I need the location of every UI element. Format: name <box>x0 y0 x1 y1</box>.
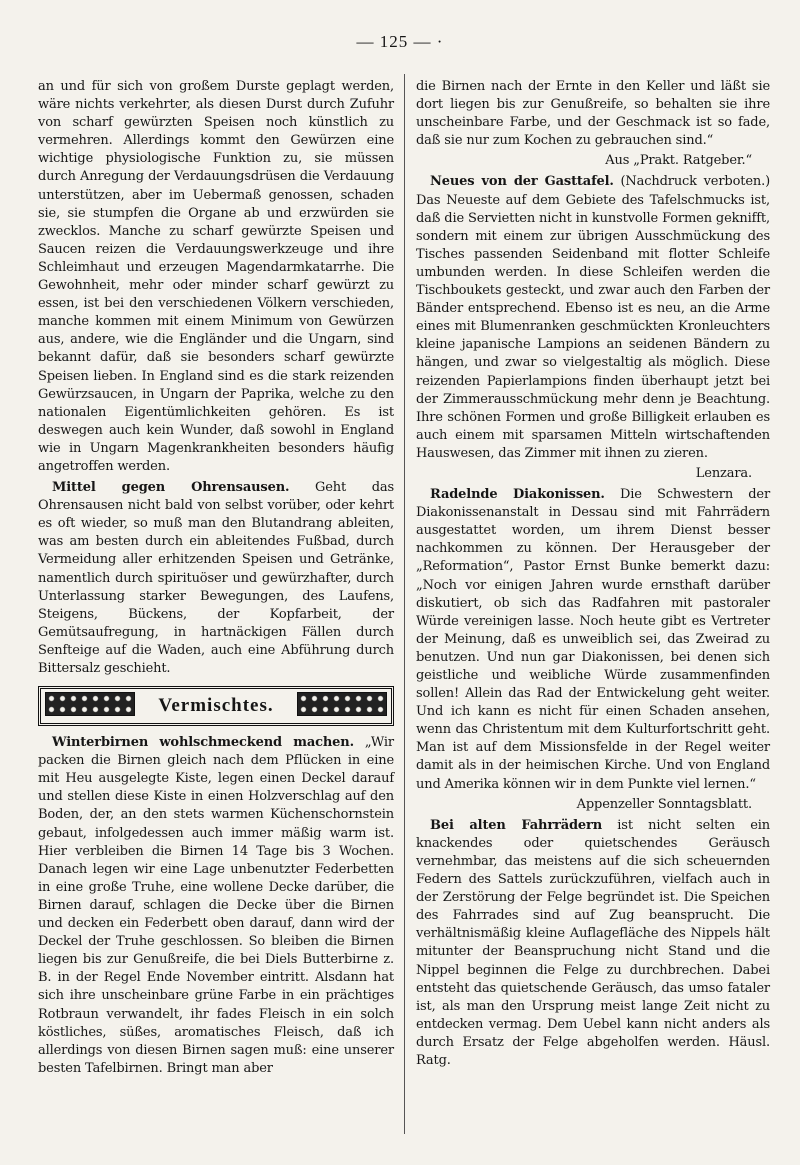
ohrensausen-body: Geht das Ohrensausen nicht bald von selbst vorüber, oder kehrt es oft wieder, so muß man den Blutandrang ableiten, was am besten durch ein ableitendes Fußbad, durch Vermeidung aller erhitzenden Speisen und Getränke, namentlich durch spirituöser und gewürzhafter, durch Unterlassung starker Bewegungen, des Laufens, Steigens, Bückens, der Kopfarbeit, der Gemütsaufregung, in hartnäckigen Fällen durch Senfteige auf die Waden, auch eine Abführung durch Bittersalz geschieht. <box>38 480 394 676</box>
diakonissen-article <box>416 486 770 794</box>
diakonissen-headline: Radelnde Diakonissen. <box>430 487 605 503</box>
fahrraeder-article <box>416 817 770 1070</box>
left-column <box>38 78 394 1081</box>
winterbirnen-source: Aus „Prakt. Ratgeber.“ <box>605 153 752 169</box>
right-column <box>416 78 770 1073</box>
gasttafel-headline: Neues von der Gasttafel. <box>430 174 614 190</box>
winterbirnen-body: „Wir packen die Birnen gleich nach dem Pflücken in eine mit Heu ausgelegte Kiste, legen einen Deckel darauf und stellen diese Kiste in einen Holzverschlag auf den Boden, der, an den stets warmen Küchenschornstein gebaut, infolgedessen auch immer mäßig warm ist. Hier verbleiben die Birnen 14 Tage bis 3 Wochen. Danach legen wir eine Lage unbenutzter Federbetten in eine große Truhe, eine wollene Decke darüber, die Birnen darauf, schlagen die Decke über die Birnen und decken ein Federbett oben darauf, dann wird der Deckel der Truhe geschlossen. So bleiben die Birnen liegen bis zur Genußreife, die bei Diels Butterbirne z. B. in der Regel Ende November eintritt. Alsdann hat sich ihre unscheinbare grüne Farbe in ein prächtiges Rotbraun verwandelt, ihr fades Fleisch in ein solch köstliches, süßes, aromatisches Fleisch, daß ich allerdings von diesen Birnen sagen muß: eine unserer besten Tafelbirnen. Bringt man aber <box>38 735 394 1076</box>
ornament-left-icon <box>45 692 135 716</box>
gasttafel-article <box>416 173 770 463</box>
gewuerze-paragraph: an und für sich von großem Durste geplagt werden, wäre nichts verkehrter, als diesen Durst durch Zufuhr von scharf gewürzten Speisen noch künstlich zu vermehren. Allerdings kommt den Gewürzen eine wichtige physiologische Funktion zu, sie müssen durch Anregung der Verdauungsdrüsen die Verdauung unterstützen, aber im Uebermaß genossen, schaden sie, sie stumpfen die Organe ab und erzwürden sie zwecklos. Manche zu scharf gewürzte Speisen und Saucen reizen die Verdauungswerkzeuge und ihre Schleimhaut und erzeugen Magendarmkatarrhe. Die Gewohnheit, mehr oder minder scharf gewürzt zu essen, ist bei den verschiedenen Völkern verschieden, manche kommen mit einem Minimum von Gewürzen aus, andere, wie die Engländer und die Ungarn, sind bekannt dafür, daß sie besonders scharf gewürzte Speisen lieben. In England sind es die stark reizenden Gewürzsaucen, in Ungarn der Paprika, welche zu den nationalen Eigentümlichkeiten gehören. Es ist deswegen auch kein Wunder, daß sowohl in England wie in Ungarn Magenkrankheiten besonders häufig angetroffen werden. <box>38 79 394 474</box>
winterbirnen-article <box>38 734 394 1078</box>
ohrensausen-headline: Mittel gegen Ohrensausen. <box>52 480 290 496</box>
section-banner-vermischtes <box>38 686 394 726</box>
fahrraeder-headline: Bei alten Fahrrädern <box>430 817 603 833</box>
section-title: Vermischtes. <box>152 697 279 715</box>
winterbirnen-headline: Winterbirnen wohlschmeckend machen. <box>52 735 354 751</box>
diakonissen-source: Appenzeller Sonntagsblatt. <box>576 796 752 812</box>
column-divider <box>404 74 405 1134</box>
diakonissen-body: Die Schwestern der Diakonissenanstalt in Dessau sind mit Fahrrädern ausgestattet worden, um ihrem Dienst besser nachkommen zu können. Der Herausgeber der „Reformation“, Pastor Ernst Bunke bemerkt dazu: „Noch vor einigen Jahren wurde ernsthaft darüber diskutiert, ob sich das Radfahren mit pastoraler Würde vereinigen lasse. Noch heute gibt es Vertreter der Meinung, daß es unweiblich sei, das Zweirad zu benutzen. Und nun gar Diakonissen, bei denen sich geistliche und weibliche Würde zusammenfinden sollen! Allein das Rad der Entwickelung geht weiter. Und ich kann es nicht für einen Schaden ansehen, wenn das Christentum mit dem Kulturfortschritt geht. Man ist auf dem Missionsfelde in der Regel weiter damit als in der heimischen Kirche. Und von England und Amerika können wir in dem Punkte viel lernen.“ <box>416 487 771 792</box>
page-number: — 125 — · <box>356 32 444 51</box>
ornament-right-icon <box>297 692 387 716</box>
fahrraeder-source: Häusl. Ratg. <box>416 1034 770 1068</box>
ohrensausen-article <box>38 479 394 678</box>
gasttafel-source: Lenzara. <box>695 465 752 481</box>
fahrraeder-body: ist nicht selten ein knackendes oder quietschendes Geräusch vernehmbar, das meistens auf die sich scheuernden Federn des Sattels zurückzuführen, vielfach auch in der Zerstörung der Felge begründet ist. Die Speichen des Fahrrades sind auf Zug beansprucht. Die verhältnismäßig kleine Auflagefläche des Nippels hält mitunter der Beanspruchung nicht Stand und die Nippel beginnen die Felge zu durchbrechen. Dabei entsteht das quietschende Geräusch, das umso fataler ist, als man den Ursprung meist lange Zeit nicht zu entdecken vermag. Dem Uebel kann nicht anders als durch Ersatz der Felge abgeholfen werden. <box>416 817 770 1050</box>
winterbirnen-continued: die Birnen nach der Ernte in den Keller und läßt sie dort liegen bis zur Genußreife, so behalten sie ihre unscheinbare Farbe, und der Geschmack ist so fade, daß sie nur zum Kochen zu gebrauchen sind.“ <box>416 79 770 149</box>
gasttafel-body: (Nachdruck verboten.) Das Neueste auf dem Gebiete des Tafelschmucks ist, daß die Servietten nicht in kunstvolle Formen geknifft, sondern mit einem zur übrigen Ausschmückung des Tisches passenden Seidenband mit flotter Schleife umbunden werden. In diese Schleifen werden die Tischboukets gesteckt, und zwar auch den Farben der Bänder entsprechend. Ebenso ist es neu, an die Arme eines mit Blumenranken geschmückten Kronleuchters kleine japanische Lampions an seidenen Bändern zu hängen, und zwar so vielgestaltig als möglich. Diese reizenden Papierlampions finden überhaupt jetzt bei der Zimmerausschmückung mehr denn je Beachtung. Ihre schönen Formen und große Billigkeit erlauben es auch einem mit sparsamen Mitteln wirtschaftenden Hauswesen, das Zimmer mit ihnen zu zieren. <box>416 174 770 461</box>
